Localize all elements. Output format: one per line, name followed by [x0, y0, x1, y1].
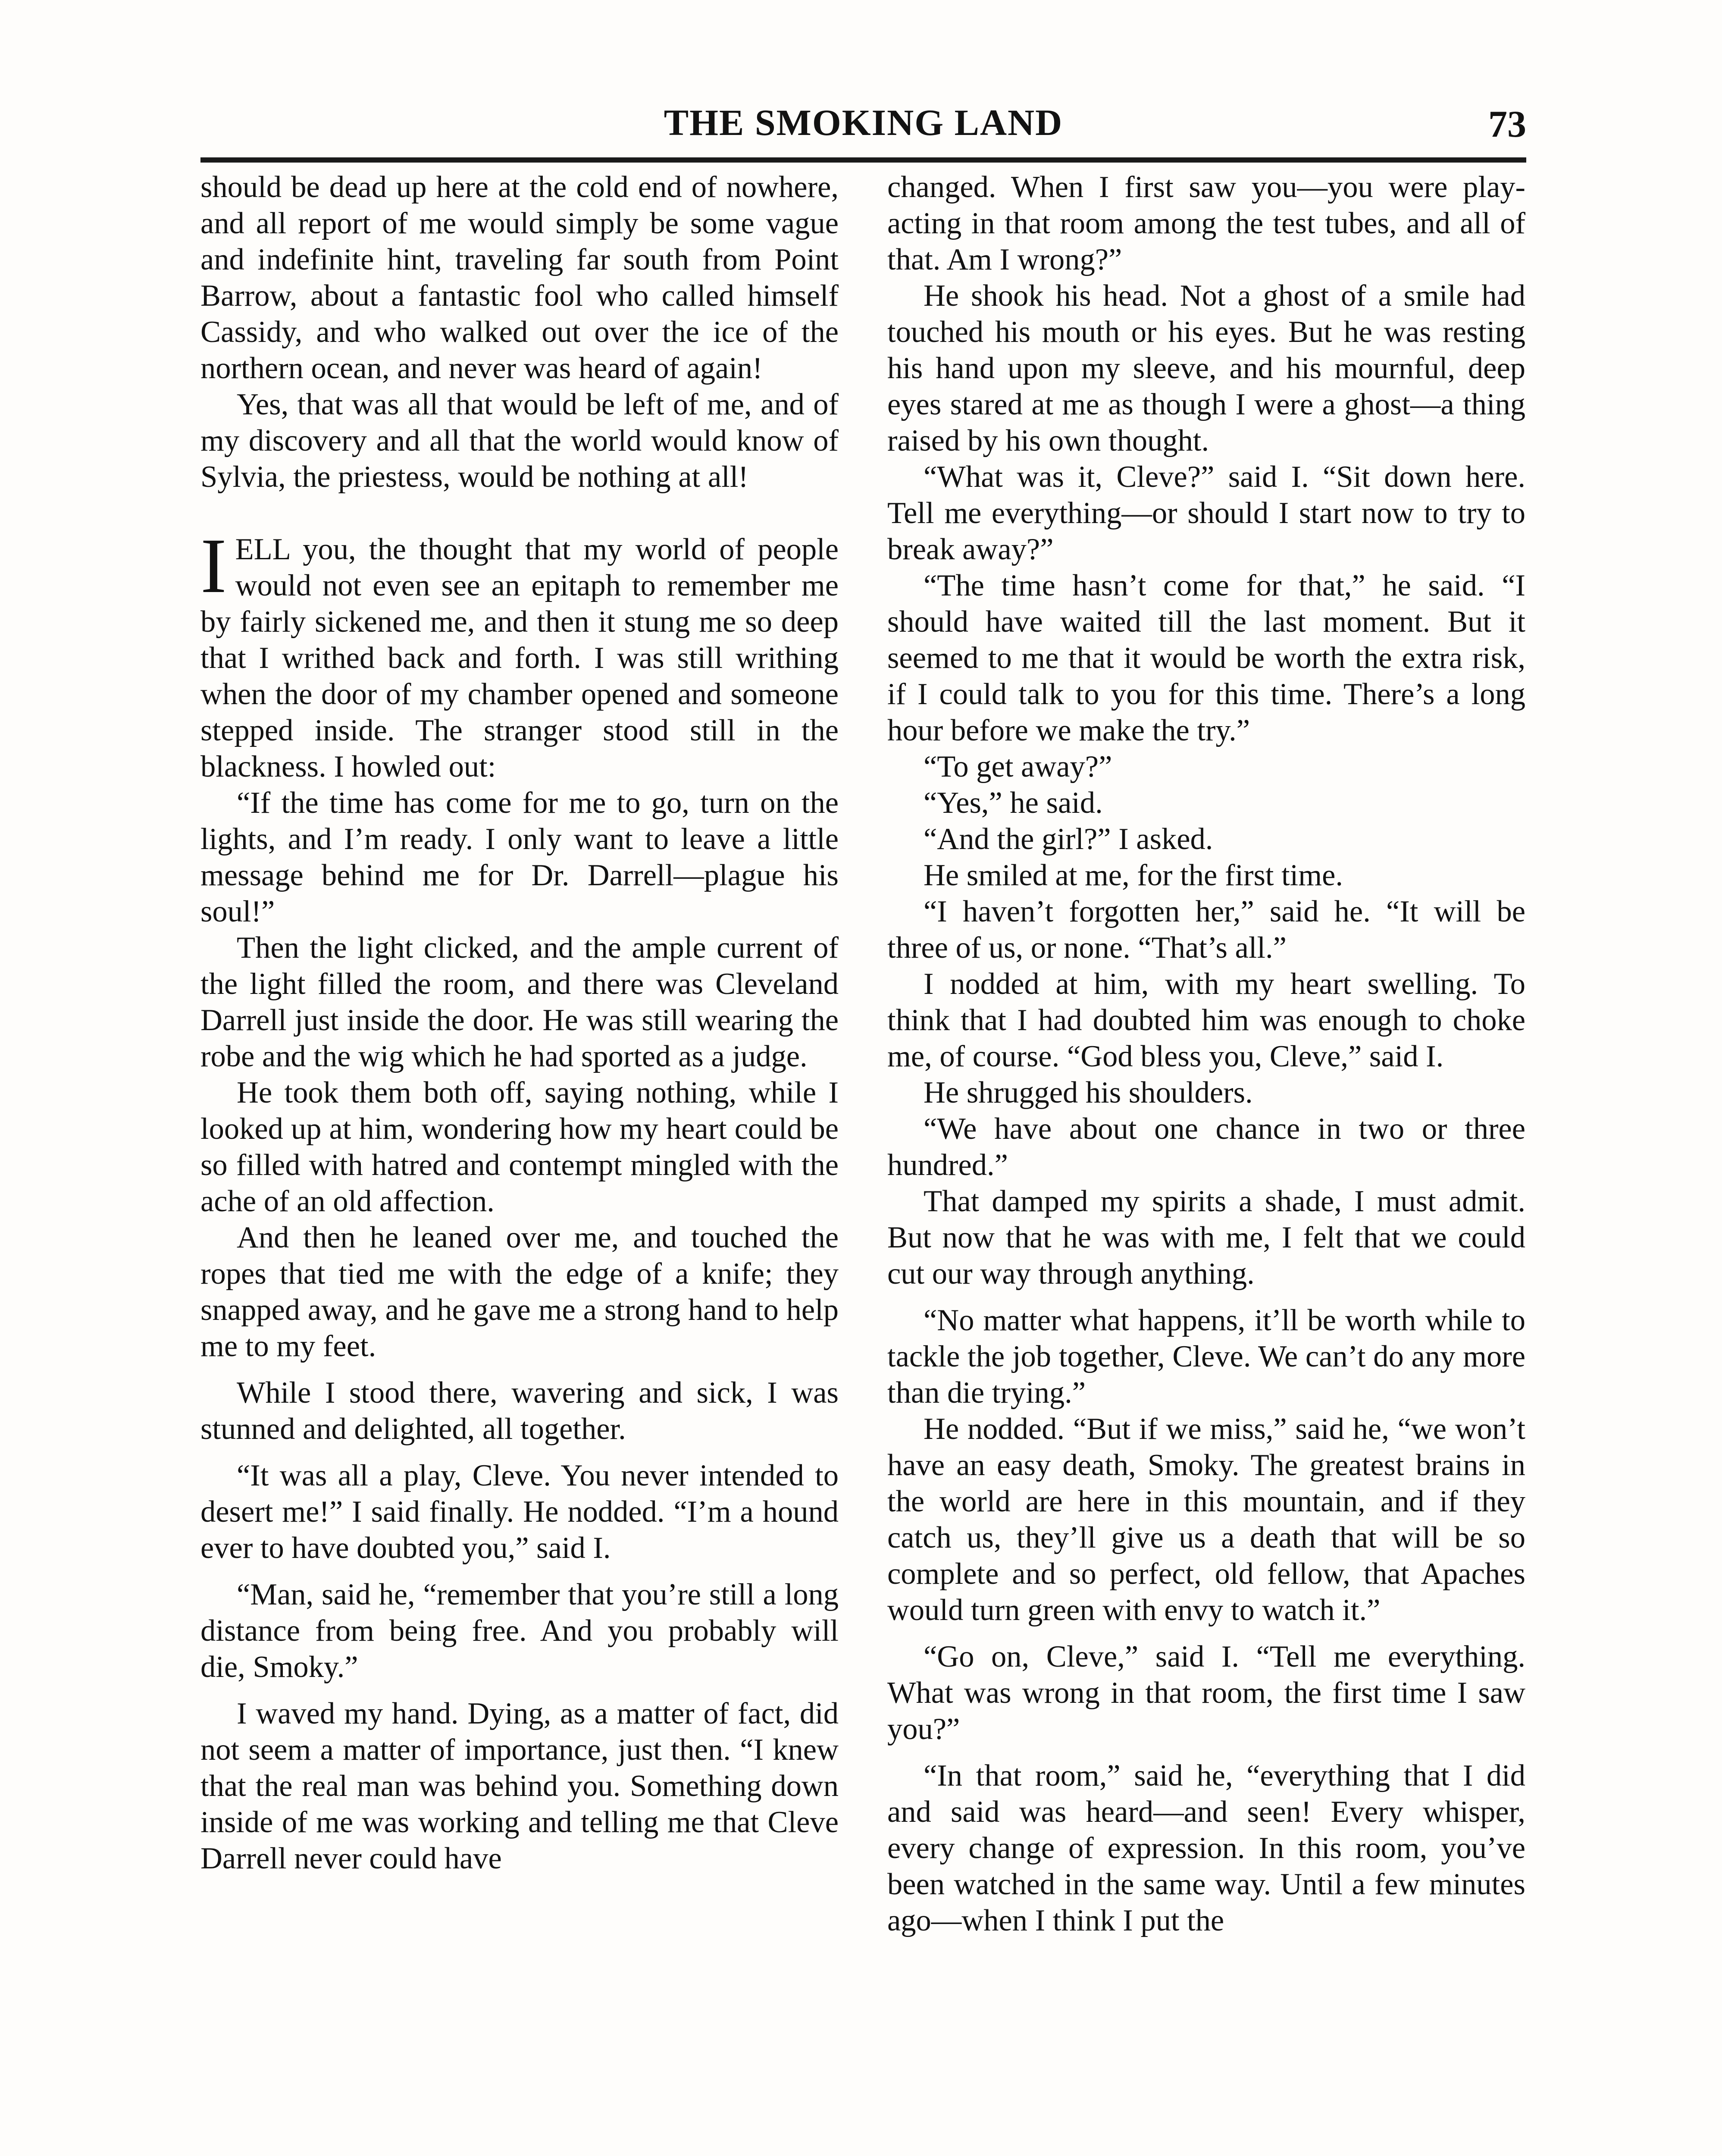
paragraph: While I stood there, wavering and sick, I was stunned and delighted, all together. — [200, 1376, 839, 1446]
paragraph: “In that room,” said he, “everything that I did and said was heard—and seen! Every whisper, every change of expression. In this room, you’ve been watched in the same way. Until a few minutes ago—when I think I put the — [887, 1759, 1525, 1937]
paragraph: “And the girl?” I asked. — [924, 822, 1213, 856]
paragraph-gap — [887, 1292, 1525, 1302]
paragraph: “If the time has come for me to go, turn on the lights, and I’m ready. I only want to leave a little message behind me for Dr. Darrell—plague his soul!” — [200, 786, 839, 928]
paragraph: That damped my spirits a shade, I must admit. But now that he was with me, I felt that we could cut our way through anything. — [887, 1185, 1525, 1291]
running-title: THE SMOKING LAND — [664, 102, 1063, 143]
paragraph-gap — [200, 1566, 839, 1576]
paragraph: I nodded at him, with my heart swelling. To think that I had doubted him was enough to choke me, of course. “God bless you, Cleve,” said I. — [887, 967, 1525, 1073]
paragraph: “Man, said he, “remember that you’re still a long distance from being free. And you probably will die, Smoky.” — [200, 1578, 839, 1684]
paragraph: And then he leaned over me, and touched the ropes that tied me with the edge of a knife; they snapped away, and he gave me a strong hand to help me to my feet. — [200, 1221, 839, 1363]
paragraph: “What was it, Cleve?” said I. “Sit down here. Tell me everything—or should I start now to try to break away?” — [887, 460, 1525, 566]
paragraph-gap — [200, 1364, 839, 1375]
paragraph-gap — [200, 1447, 839, 1457]
paragraph: “It was all a play, Cleve. You never intended to desert me!” I said finally. He nodded. “I’m a hound ever to have doubted you,” said I. — [200, 1459, 839, 1565]
paragraph: “Yes,” he said. — [924, 786, 1103, 820]
paragraph: Yes, that was all that would be left of me, and of my discovery and all that the world would know of Sylvia, the priestess, would be nothing at all! — [200, 388, 839, 494]
paragraph: Then the light clicked, and the ample current of the light filled the room, and there was Cleveland Darrell just inside the door. He was still wearing the robe and the wig which he had sported as a judge. — [200, 931, 839, 1073]
paragraph: should be dead up here at the cold end of nowhere, and all report of me would simply be some vague and indefinite hint, traveling far south from Point Barrow, about a fantastic fool who called himself Cassidy, and who walked out over the ice of the northern ocean, and never was heard of again! — [200, 170, 839, 385]
page-number: 73 — [1488, 103, 1526, 145]
paragraph: He shook his head. Not a ghost of a smile had touched his mouth or his eyes. But he was resting his hand upon my sleeve, and his mournful, deep eyes stared at me as though I were a ghost—a thing raised by his own thought. — [887, 279, 1525, 458]
right-column — [887, 169, 1525, 2156]
paragraph: He smiled at me, for the first time. — [924, 859, 1343, 892]
paragraph: “Go on, Cleve,” said I. “Tell me everything. What was wrong in that room, the first time I saw you?” — [887, 1640, 1525, 1746]
dropcap-paragraph-text: ELL you, the thought that my world of people would not even see an epitaph to remember me by fairly sickened me, and then it stung me so deep that I writhed back and forth. I was still writhing when the door of my chamber opened and someone stepped inside. The stranger stood still in the blackness. I howled out: — [200, 533, 839, 783]
paragraph: He took them both off, saying nothing, while I looked up at him, wondering how my heart could be so filled with hatred and contempt mingled with the ache of an old affection. — [200, 1076, 839, 1218]
running-header — [200, 95, 1526, 163]
paragraph: changed. When I first saw you—you were play-acting in that room among the test tubes, and all of that. Am I wrong?” — [887, 170, 1525, 276]
paragraph: “We have about one chance in two or three hundred.” — [887, 1112, 1525, 1182]
paragraph: “To get away?” — [924, 750, 1112, 783]
paragraph: He nodded. “But if we miss,” said he, “we won’t have an easy death, Smoky. The greatest brains in the world are here in this mountain, and if they catch us, they’ll give us a death that will be so complete and so perfect, old fellow, that Apaches would turn green with envy to watch it.” — [887, 1412, 1525, 1627]
drop-cap: I — [200, 523, 227, 609]
paragraph: He shrugged his shoulders. — [924, 1076, 1253, 1109]
paragraph: “No matter what happens, it’ll be worth while to tackle the job together, Cleve. We can’t do any more than die trying.” — [887, 1304, 1525, 1410]
paragraph-gap — [887, 1628, 1525, 1639]
left-column — [200, 169, 839, 2156]
dropcap-paragraph — [200, 523, 839, 785]
paragraph: “The time hasn’t come for that,” he said. “I should have waited till the last moment. But it seemed to me that it would be worth the extra risk, if I could talk to you for this time. There’s a long hour before we make the try.” — [887, 569, 1525, 747]
paragraph: “I haven’t forgotten her,” said he. “It will be three of us, or none. “That’s all.” — [887, 895, 1525, 965]
paragraph-gap — [887, 1747, 1525, 1758]
paragraph: I waved my hand. Dying, as a matter of fact, did not seem a matter of importance, just then. “I knew that the real man was behind you. Something down inside of me was working and telling me that Cleve Darrell never could have — [200, 1697, 839, 1875]
paragraph-gap — [200, 1685, 839, 1695]
